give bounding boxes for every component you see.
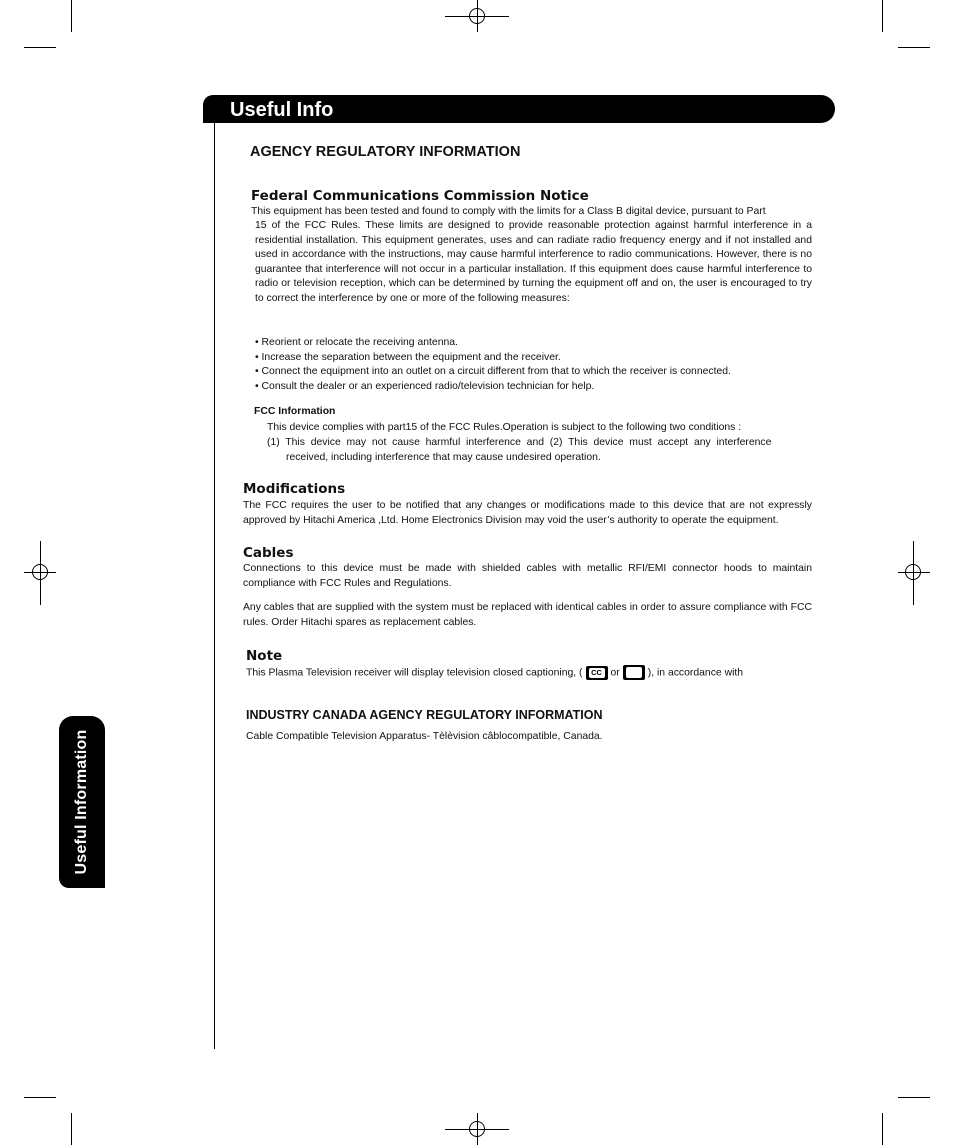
list-item: • Reorient or relocate the receiving antenna. [255,336,731,351]
left-margin-rule [214,123,215,1049]
cables-para2: Any cables that are supplied with the system must be replaced with identical cables in order to assure compliance with FCC rules. Order Hitachi spares as replacement cables. [243,602,812,628]
modifications-text: The FCC requires the user to be notified that any changes or modifications made to this device that are not expressly approved by Hitachi America ,Ltd. Home Electronics Division may void the user’s authority to operate the equipment. [243,500,812,526]
fcc-measures-list [255,336,731,394]
modifications-heading: Modifications [243,481,346,497]
fcc-information-line1: This device complies with part15 of the FCC Rules.Operation is subject to the following two conditions : [267,422,742,433]
list-item: • Connect the equipment into an outlet on a circuit different from that to which the receiver is connected. [255,365,731,380]
fcc-notice-heading: Federal Communications Commission Notice [251,188,589,204]
fcc-information-heading: FCC Information [254,406,336,417]
side-tab [59,716,105,888]
fcc-information-line2: (1) This device may not cause harmful interference and (2) This device must accept any interference [267,437,772,448]
cc-icon [586,666,608,680]
industry-canada-text: Cable Compatible Television Apparatus- Tèlèvision câblocompatible, Canada. [246,731,603,742]
note-heading: Note [246,648,283,664]
note-text [246,665,812,681]
note-text-before: This Plasma Television receiver will display television closed captioning, ( [246,667,583,679]
fcc-notice-line1: This equipment has been tested and found to comply with the limits for a Class B digital device, pursuant to Part [251,206,766,217]
note-or: or [610,667,620,679]
list-item: • Increase the separation between the equipment and the receiver. [255,351,731,366]
cables-heading: Cables [243,545,294,561]
industry-canada-heading: INDUSTRY CANADA AGENCY REGULATORY INFORMATION [246,708,603,722]
note-text-after: ), in accordance with [647,667,744,679]
fcc-notice-body: 15 of the FCC Rules. These limits are designed to provide reasonable protection against harmful interference in a residential installation. This equipment generates, uses and can radiate radio frequency energy and if not installed and used in accordance with the instructions, may cause harmful interference to radio communications. However, there is no guarantee that interference will not occur in a particular installation. If this equipment does cause harmful interference to radio or television reception, which can be determined by turning the equipment off and on, the user is encouraged to try to correct the interference by one or more of the following measures: [255,220,812,304]
page-title: Useful Info [230,99,334,121]
fcc-information-line3: received, including interference that may cause undesired operation. [286,452,601,463]
cables-para1: Connections to this device must be made with shielded cables with metallic RFI/EMI connector hoods to maintain compliance with FCC Rules and Regulations. [243,563,812,589]
cc-icon-label: CC [589,668,605,678]
section-header-bar [203,95,835,123]
side-tab-label: Useful Information [73,729,90,875]
agency-heading: AGENCY REGULATORY INFORMATION [250,144,521,160]
list-item: • Consult the dealer or an experienced radio/television technician for help. [255,380,731,395]
tv-screen-icon [623,665,645,680]
